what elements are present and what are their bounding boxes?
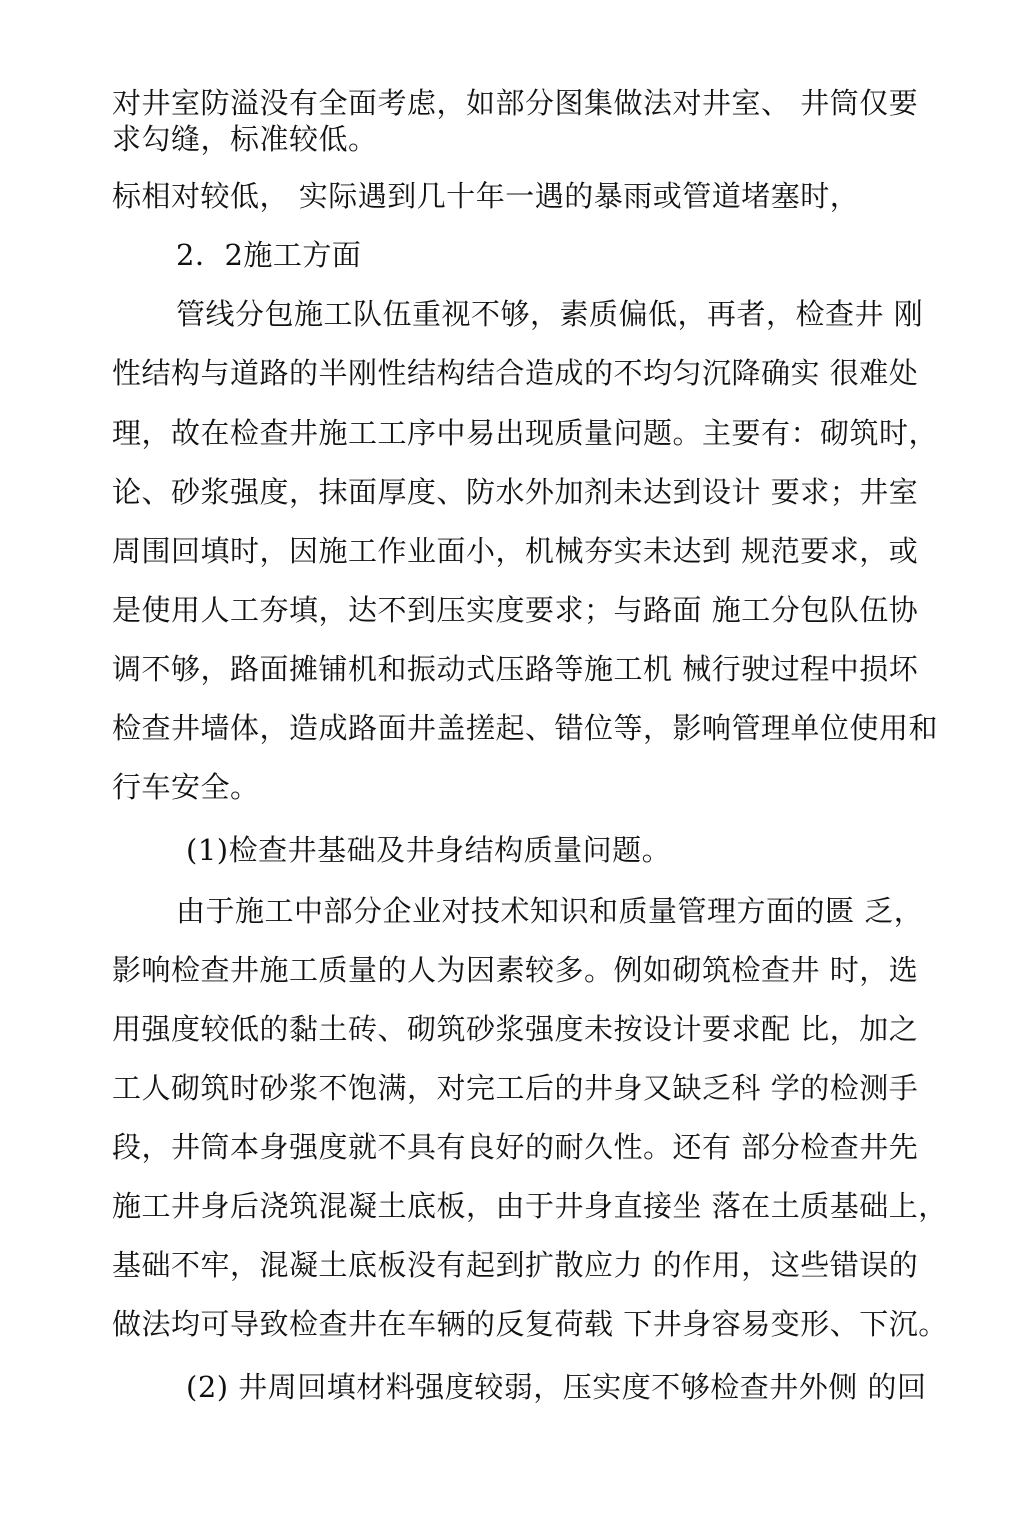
text-line: 对井室防溢没有全面考虑，如部分图集做法对井室、 井筒仅要 [112, 86, 919, 120]
text-line: 性结构与道路的半刚性结构结合造成的不均匀沉降确实 很难处 [112, 356, 919, 390]
subsection-heading: (2) 井周回填材料强度较弱，压实度不够检查井外侧 的回 [186, 1370, 927, 1404]
text-line: 理，故在检查井施工工序中易出现质量问题。主要有：砌筑时， [112, 416, 939, 450]
text-line: 标相对较低， 实际遇到几十年一遇的暴雨或管道堵塞时， [112, 179, 860, 213]
text-line: 是使用人工夯填，达不到压实度要求；与路面 施工分包队伍协 [112, 593, 919, 627]
text-line: 做法均可导致检查井在车辆的反复荷载 下井身容易变形、下沉。 [112, 1307, 948, 1341]
text-line: 用强度较低的黏土砖、砌筑砂浆强度未按设计要求配 比，加之 [112, 1012, 919, 1046]
text-line: 段，井筒本身强度就不具有良好的耐久性。还有 部分检查井先 [112, 1130, 919, 1164]
text-line: 施工井身后浇筑混凝土底板，由于井身直接坐 落在土质基础上， [112, 1189, 948, 1223]
text-line: 论、砂浆强度，抹面厚度、防水外加剂未达到设计 要求；井室 [112, 475, 919, 509]
subsection-heading: (1)检查井基础及井身结构质量问题。 [186, 833, 672, 867]
text-line: 检查井墙体，造成路面井盖搓起、错位等，影响管理单位使用和 [112, 711, 939, 745]
text-line: 影响检查井施工质量的人为因素较多。例如砌筑检查井 时，选 [112, 953, 919, 987]
text-line: 工人砌筑时砂浆不饱满，对完工后的井身又缺乏科 学的检测手 [112, 1071, 919, 1105]
section-heading: 2．2施工方面 [176, 238, 362, 272]
text-line: 行车安全。 [112, 770, 260, 804]
text-line: 管线分包施工队伍重视不够，素质偏低，再者，检查井 刚 [176, 297, 924, 331]
text-line: 调不够，路面摊铺机和振动式压路等施工机 械行驶过程中损坏 [112, 652, 919, 686]
text-line: 基础不牢，混凝土底板没有起到扩散应力 的作用，这些错误的 [112, 1248, 919, 1282]
text-line: 周围回填时，因施工作业面小，机械夯实未达到 规范要求，或 [112, 534, 919, 568]
text-line: 由于施工中部分企业对技术知识和质量管理方面的匮 乏， [176, 894, 924, 928]
text-line: 求勾缝，标准较低。 [112, 122, 378, 156]
